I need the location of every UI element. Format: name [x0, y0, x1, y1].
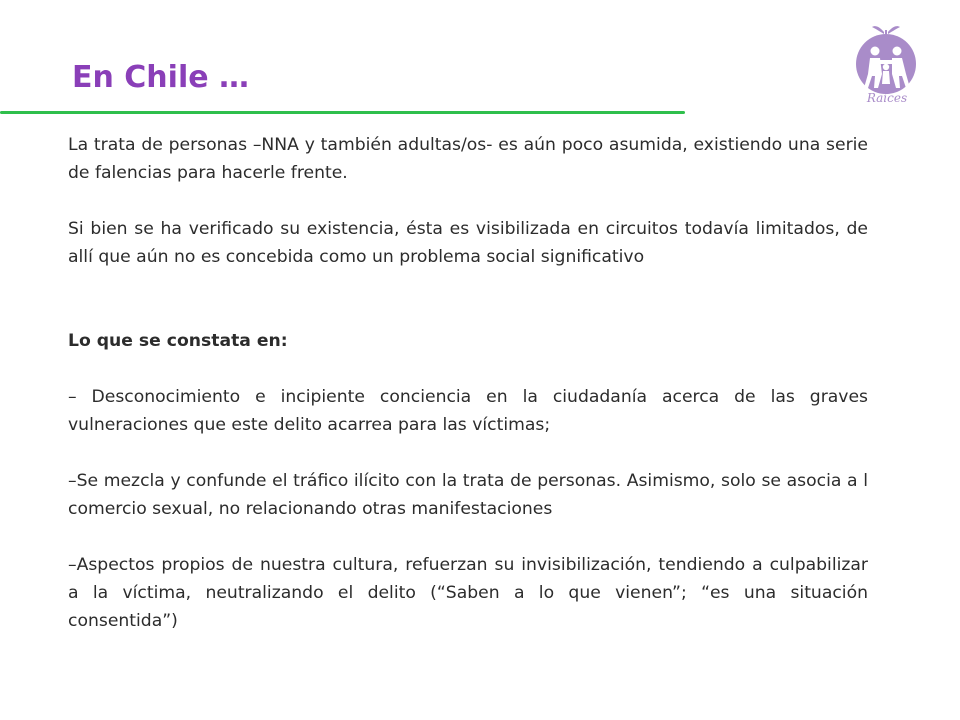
paragraph-1: La trata de personas –NNA y también adultas/os- es aún poco asumida, existiendo una serie de falencias para hacerle frente.: [68, 135, 868, 183]
slide-body: [68, 131, 868, 635]
paragraph-5: –Aspectos propios de nuestra cultura, refuerzan su invisibilización, tendiendo a culpabilizar a la víctima, neutralizando el delito (“Saben a lo que vienen”; “es una situación consentida”): [68, 555, 868, 631]
title-divider: [0, 111, 685, 114]
section-subheading: Lo que se constata en:: [68, 331, 288, 351]
paragraph-4: –Se mezcla y confunde el tráfico ilícito con la trata de personas. Asimismo, solo se asocia a l comercio sexual, no relacionando otras manifestaciones: [68, 471, 868, 519]
paragraph-2: Si bien se ha verificado su existencia, ésta es visibilizada en circuitos todavía limitados, de allí que aún no es concebida como un problema social significativo: [68, 219, 868, 267]
slide-title: En Chile …: [72, 60, 250, 95]
raices-logo-icon: [848, 18, 926, 104]
paragraph-3: – Desconocimiento e incipiente conciencia en la ciudadanía acerca de las graves vulneraciones que este delito acarrea para las víctimas;: [68, 387, 868, 435]
logo-label: Raices: [866, 91, 908, 104]
